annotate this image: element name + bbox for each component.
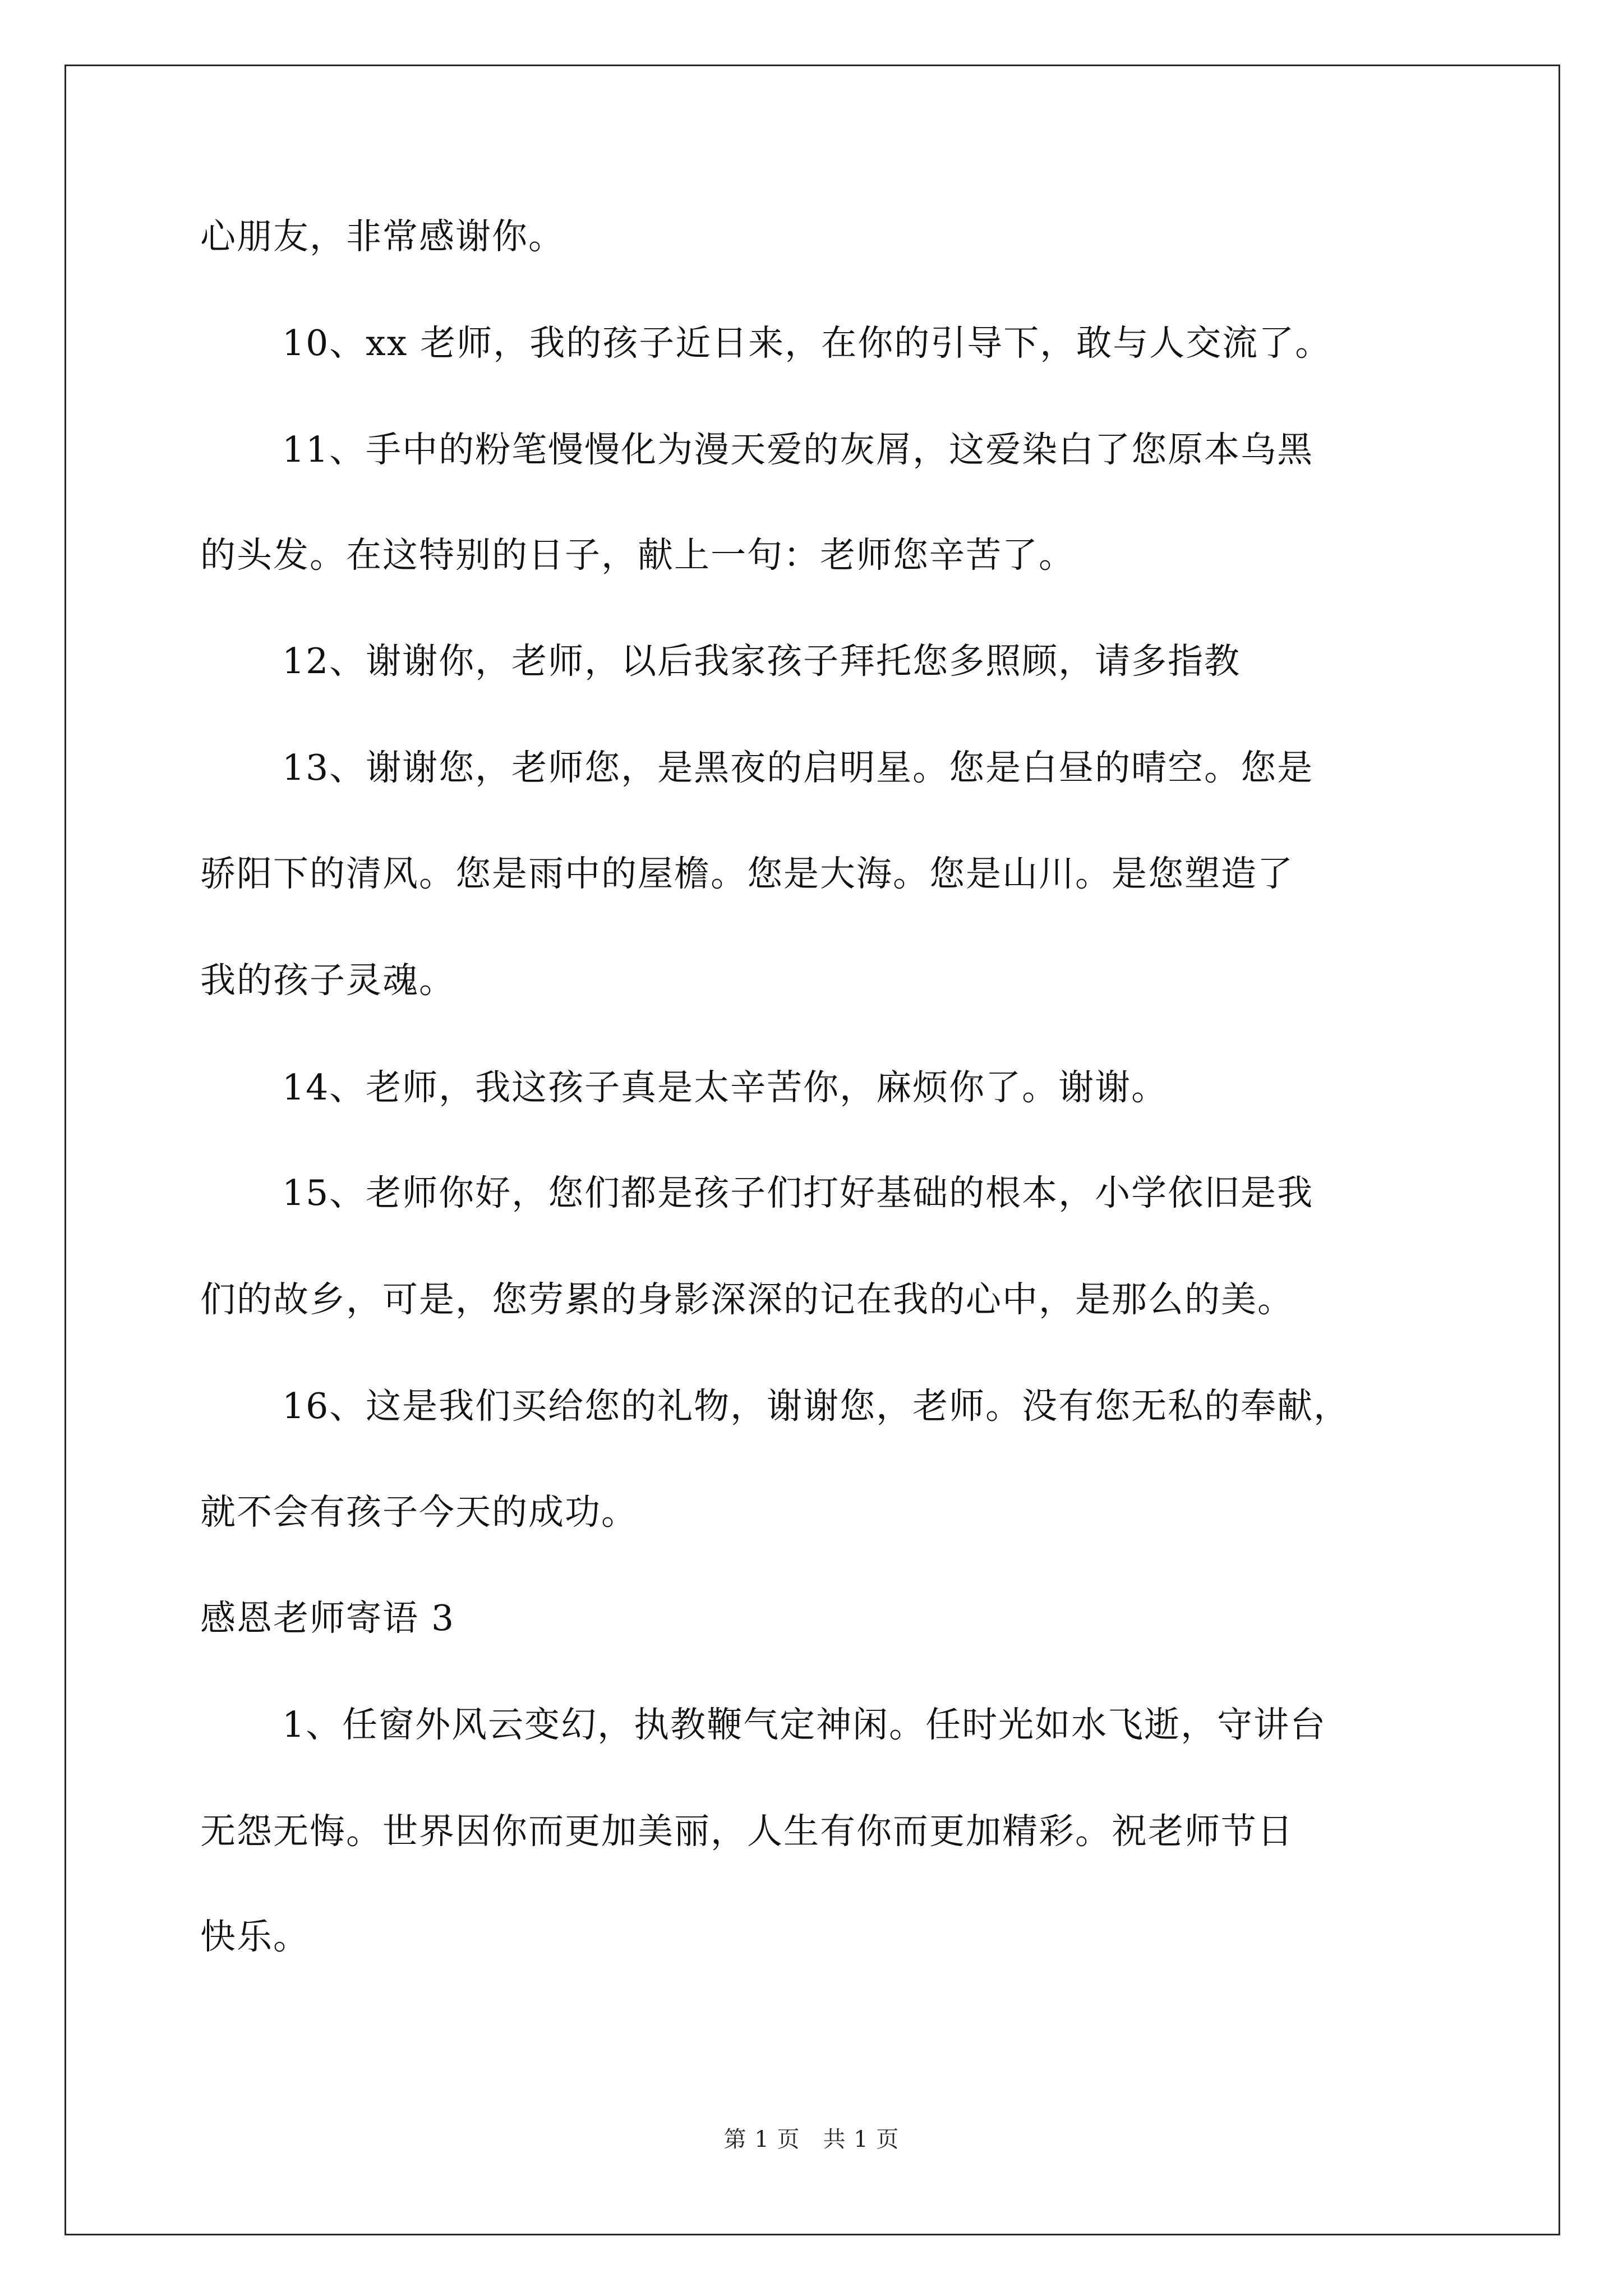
text-line: 12、谢谢你，老师，以后我家孩子拜托您多照顾，请多指教 — [282, 641, 1241, 682]
text-line: 的头发。在这特别的日子，献上一句：老师您辛苦了。 — [200, 535, 1075, 576]
text-line: 11、手中的粉笔慢慢化为漫天爱的灰屑，这爱染白了您原本乌黑 — [282, 429, 1314, 470]
text-line: 13、谢谢您，老师您，是黑夜的启明星。您是白昼的晴空。您是 — [282, 747, 1314, 788]
text-line: 16、这是我们买给您的礼物，谢谢您，老师。没有您无私的奉献， — [282, 1386, 1350, 1427]
section-heading: 感恩老师寄语 3 — [200, 1598, 455, 1639]
text-line: 无怨无悔。世界因你而更加美丽，人生有你而更加精彩。祝老师节日 — [200, 1811, 1294, 1852]
text-line: 14、老师，我这孩子真是太辛苦你，麻烦你了。谢谢。 — [282, 1067, 1168, 1108]
text-line: 15、老师你好，您们都是孩子们打好基础的根本，小学依旧是我 — [282, 1172, 1314, 1213]
text-line: 心朋友，非常感谢你。 — [200, 216, 565, 257]
text-line: 骄阳下的清风。您是雨中的屋檐。您是大海。您是山川。是您塑造了 — [200, 853, 1294, 894]
text-line: 就不会有孩子今天的成功。 — [200, 1492, 638, 1533]
text-line: 我的孩子灵魂。 — [200, 960, 455, 1001]
page-number-footer: 第 1 页 共 1 页 — [723, 2127, 900, 2152]
text-line: 快乐。 — [200, 1916, 310, 1957]
text-line: 1、任窗外风云变幻，执教鞭气定神闲。任时光如水飞逝，守讲台 — [282, 1704, 1327, 1745]
text-line: 10、xx 老师，我的孩子近日来，在你的引导下，敢与人交流了。 — [282, 323, 1332, 364]
text-line: 们的故乡，可是，您劳累的身影深深的记在我的心中，是那么的美。 — [200, 1279, 1294, 1320]
